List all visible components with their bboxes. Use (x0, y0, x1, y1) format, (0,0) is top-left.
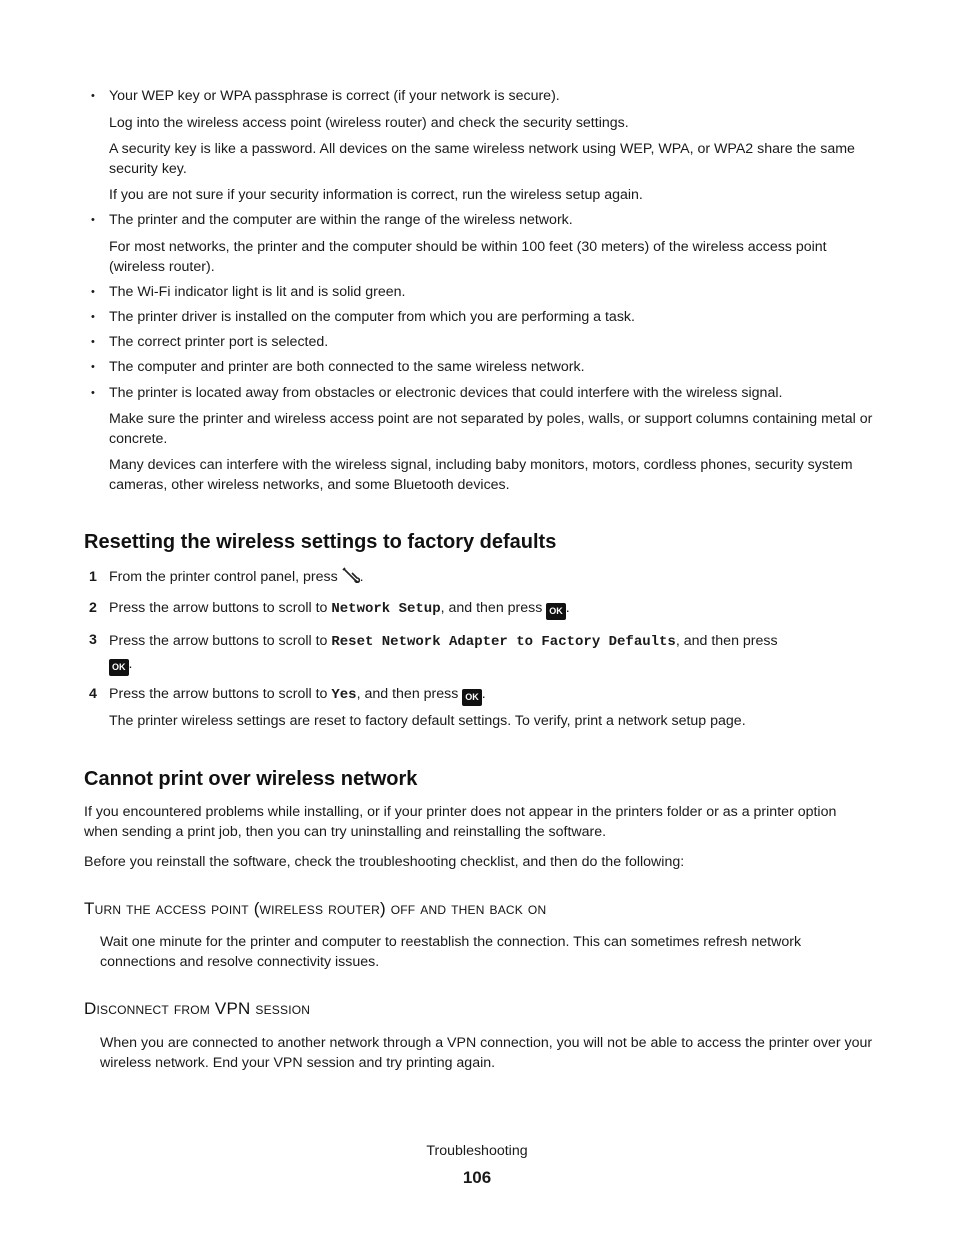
step-note: The printer wireless settings are reset to factory default settings. To verify, print a network setup page. (109, 713, 746, 729)
checklist-detail: Make sure the printer and wireless access point are not separated by poles, walls, or support columns containing metal or concrete. (109, 411, 873, 447)
bullet-marker: • (91, 311, 95, 323)
checklist-detail: Many devices can interfere with the wireless signal, including baby monitors, motors, cordless phones, security system cameras, other wireless networks, and some Bluetooth devices. (109, 457, 853, 493)
checklist-item: The computer and printer are both connected to the same wireless network. (109, 359, 585, 375)
bullet-marker: • (91, 214, 95, 226)
step-number: 3 (89, 632, 97, 648)
menu-option-code: Reset Network Adapter to Factory Defaults (331, 634, 676, 650)
checklist-item: The correct printer port is selected. (109, 334, 329, 350)
step-1: From the printer control panel, press . (109, 569, 364, 585)
wrench-icon (342, 567, 360, 583)
page-number: 106 (462, 1168, 492, 1187)
checklist-item: Your WEP key or WPA passphrase is correct (if your network is secure). (109, 88, 560, 104)
checklist-detail: Log into the wireless access point (wireless router) and check the security settings. (109, 115, 629, 131)
menu-option-code: Yes (331, 687, 357, 703)
step-number: 2 (89, 600, 97, 616)
paragraph: Before you reinstall the software, check the troubleshooting checklist, and then do the following: (84, 854, 685, 870)
ok-button-icon: OK (546, 603, 566, 620)
bullet-marker: • (91, 361, 95, 373)
step-2: Press the arrow buttons to scroll to Network Setup, and then press OK . (109, 598, 879, 620)
checklist-detail: For most networks, the printer and the computer should be within 100 feet (30 meters) of the wireless access point (wireless router). (109, 239, 827, 275)
bullet-marker: • (91, 336, 95, 348)
ok-button-icon: OK (462, 689, 482, 706)
section-heading-reset: Resetting the wireless settings to factory defaults (84, 531, 557, 553)
paragraph: If you encountered problems while installing, or if your printer does not appear in the printers folder or as a printer option when sending a print job, then you can try uninstalling and reinstalling the software. (84, 804, 837, 840)
step-4: Press the arrow buttons to scroll to Yes, and then press OK . (109, 684, 879, 706)
step-3: Press the arrow buttons to scroll to Reset Network Adapter to Factory Defaults, and then press OK . (109, 630, 879, 676)
subheading-disconnect-vpn: Disconnect from VPN session (84, 999, 311, 1018)
bullet-marker: • (91, 90, 95, 102)
footer-chapter-label: Troubleshooting (426, 1143, 528, 1159)
ok-button-icon: OK (109, 659, 129, 676)
bullet-marker: • (91, 387, 95, 399)
checklist-detail: A security key is like a password. All devices on the same wireless network using WEP, WPA, or WPA2 share the same security key. (109, 141, 855, 177)
checklist-item: The printer driver is installed on the computer from which you are performing a task. (109, 309, 635, 325)
step-number: 4 (89, 686, 97, 702)
checklist-item: The printer is located away from obstacles or electronic devices that could interfere with the wireless signal. (109, 385, 783, 401)
subheading-turn-off-access-point: Turn the access point (wireless router) off and then back on (84, 899, 547, 918)
paragraph: Wait one minute for the printer and computer to reestablish the connection. This can sometimes refresh network connections and resolve connectivity issues. (100, 934, 802, 970)
bullet-marker: • (91, 286, 95, 298)
section-heading-cannot-print: Cannot print over wireless network (84, 768, 418, 790)
checklist-detail: If you are not sure if your security information is correct, run the wireless setup again. (109, 187, 643, 203)
step-number: 1 (89, 569, 97, 585)
menu-option-code: Network Setup (331, 601, 441, 617)
checklist-item: The printer and the computer are within the range of the wireless network. (109, 212, 573, 228)
paragraph: When you are connected to another network through a VPN connection, you will not be able to access the printer over your wireless network. End your VPN session and try printing again. (100, 1035, 873, 1071)
checklist-item: The Wi-Fi indicator light is lit and is solid green. (109, 284, 406, 300)
